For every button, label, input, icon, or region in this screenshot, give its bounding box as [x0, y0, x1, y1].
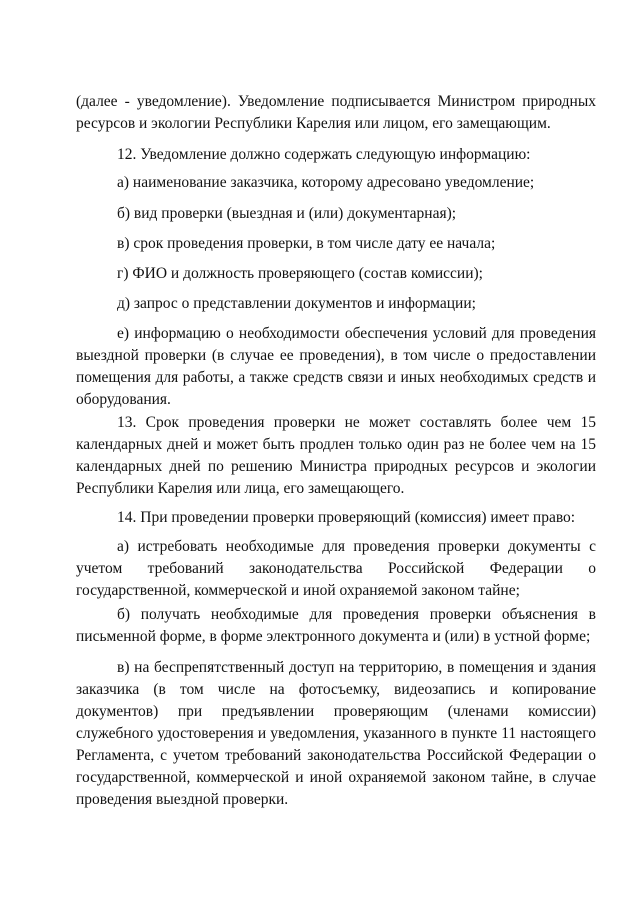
- paragraph-item-12a: а) наименование заказчика, которому адресовано уведомление;: [117, 174, 535, 191]
- paragraph-item-12: 12. Уведомление должно содержать следующую информацию:: [117, 146, 531, 163]
- paragraph-item-14v: в) на беспрепятственный доступ на территорию, в помещения и здания заказчика (в том числе на фотосъемку, видеозапись и копирование документов) при предъявлении проверяющим (членами комиссии) служебного удостоверения и уведомления, указанного в пункте 11 настоящего Регламента, с учетом требований законодательства Российской Федерации о государственной, коммерческой и иной охраняемой законом тайне, в случае проведения выездной проверки.: [76, 659, 596, 808]
- paragraph-item-12v: в) срок проведения проверки, в том числе дату ее начала;: [117, 235, 496, 252]
- paragraph-continuation: (далее - уведомление). Уведомление подписывается Министром природных ресурсов и экологии Республики Карелия или лицом, его замещающим.: [76, 93, 596, 132]
- paragraph-item-12g: г) ФИО и должность проверяющего (состав комиссии);: [117, 265, 483, 282]
- paragraph-item-14: 14. При проведении проверки проверяющий (комиссия) имеет право:: [117, 509, 576, 526]
- paragraph-item-12e: е) информацию о необходимости обеспечения условий для проведения выездной проверки (в случае ее проведения), в том числе о предоставлении помещения для работы, а также средств связи и иных необходимых средств и оборудования.: [76, 325, 596, 408]
- paragraph-item-12b: б) вид проверки (выездная и (или) документарная);: [117, 205, 457, 222]
- paragraph-item-12d: д) запрос о представлении документов и информации;: [117, 295, 476, 312]
- paragraph-item-14b: б) получать необходимые для проведения проверки объяснения в письменной форме, в форме электронного документа и (или) в устной форме;: [76, 606, 596, 645]
- paragraph-item-13: 13. Срок проведения проверки не может составлять более чем 15 календарных дней и может быть продлен только один раз не более чем на 15 календарных дней по решению Министра природных ресурсов и экологии Республики Карелия или лица, его замещающего.: [76, 414, 596, 497]
- paragraph-item-14a: а) истребовать необходимые для проведения проверки документы с учетом требований законодательства Российской Федерации о государственной, коммерческой и иной охраняемой законом тайне;: [76, 538, 596, 599]
